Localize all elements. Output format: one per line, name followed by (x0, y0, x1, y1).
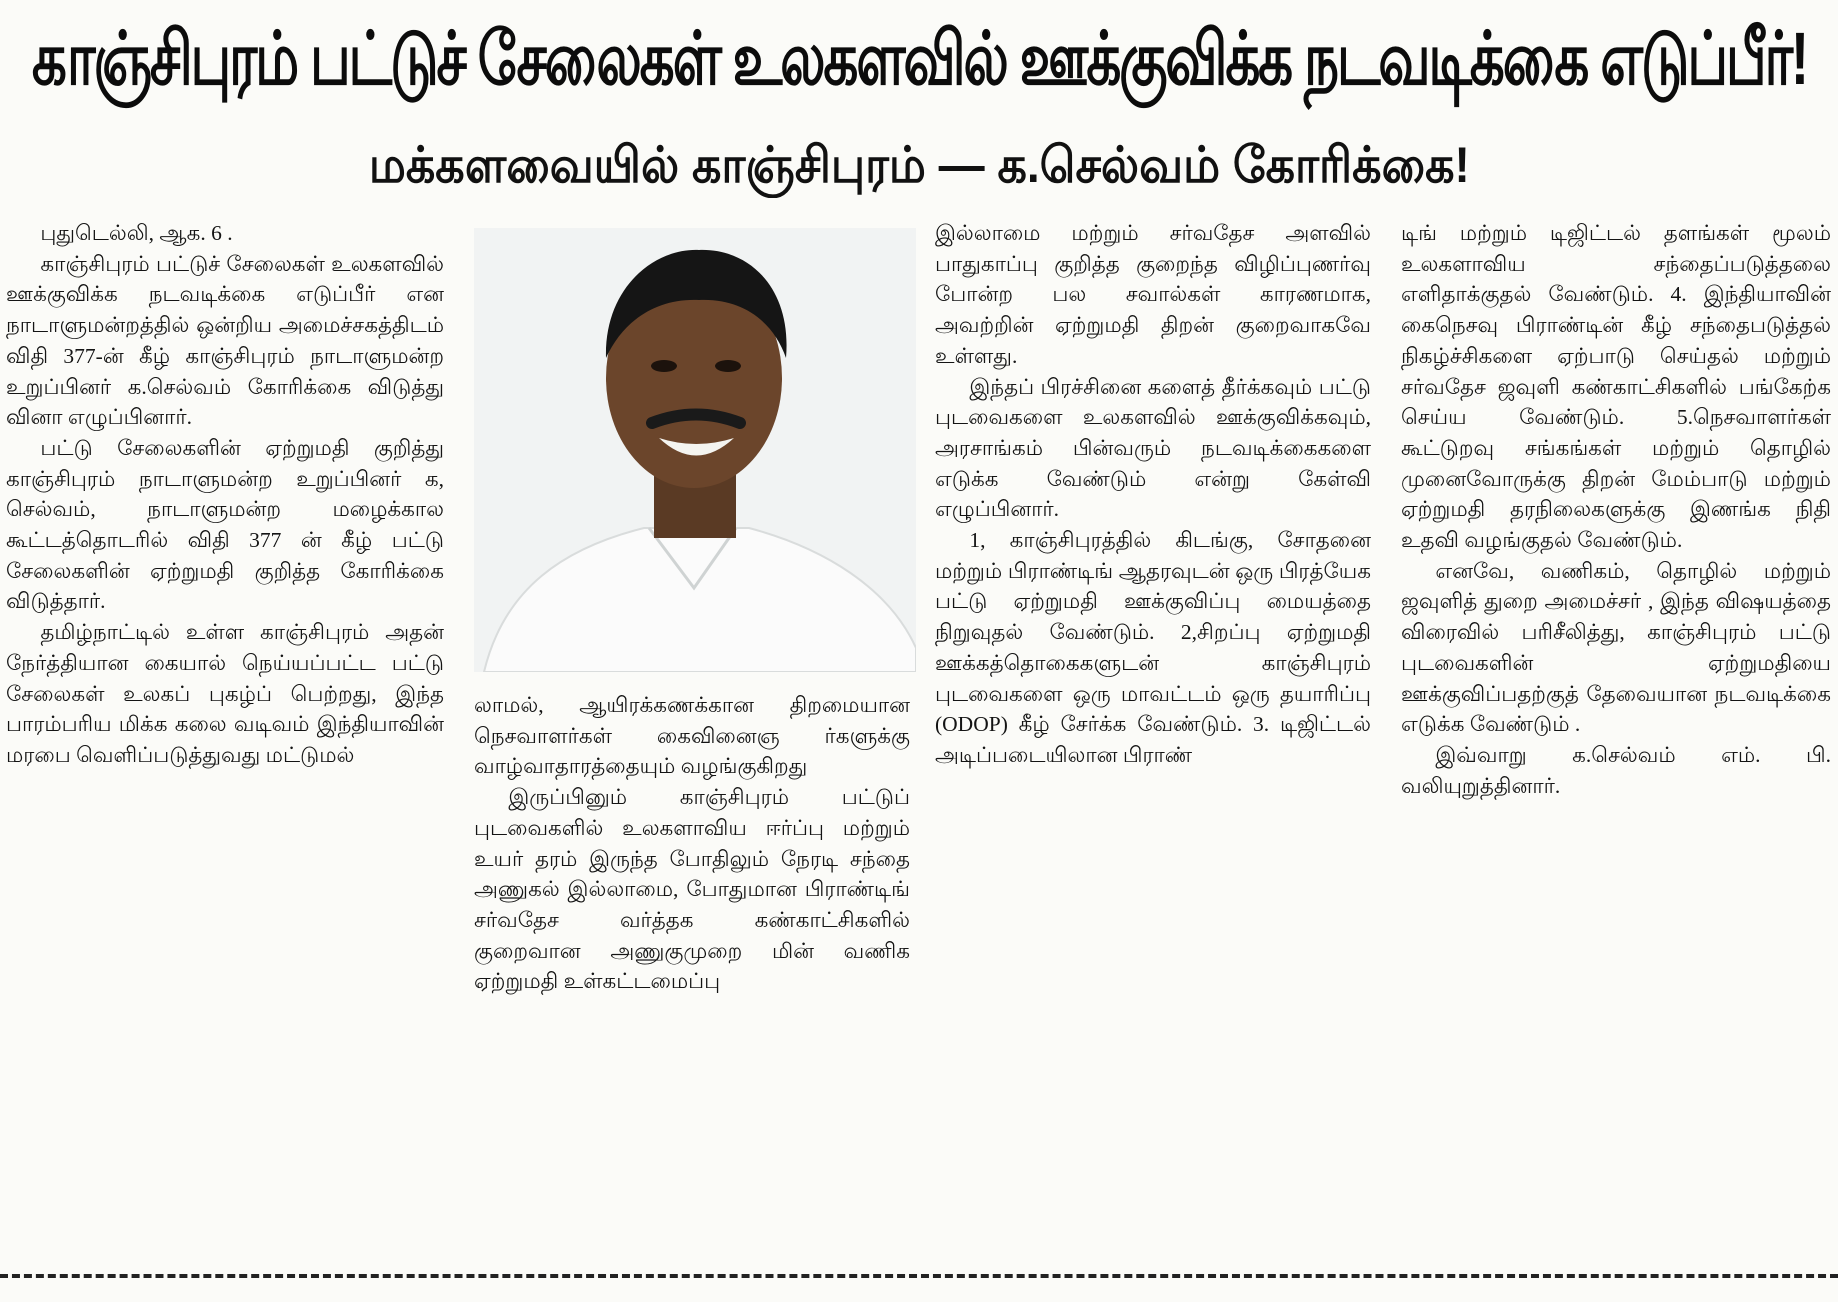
paragraph: இவ்வாறு க.செல்வம் எம். பி. வலியுறுத்தினார். (1401, 742, 1831, 798)
column-3 (935, 218, 1371, 771)
subheadline-text: மக்களவையில் காஞ்சிபுரம் — க.செல்வம் கோரிக்கை! (368, 136, 1470, 193)
column-2 (474, 690, 910, 997)
paragraph: 1, காஞ்சிபுரத்தில் கிடங்கு, சோதனை மற்றும் பிராண்டிங் ஆதரவுடன் ஒரு பிரத்யேக பட்டு ஏற்றுமதி ஊக்குவிப்பு மையத்தை நிறுவுதல் வேண்டும். 2,சிறப்பு ஏற்றுமதி ஊக்கத்தொகைகளுடன் காஞ்சிபுரம் புடவைகளை ஒரு மாவட்டம் ஒரு தயாரிப்பு (ODOP) கீழ் சேர்க்க வேண்டும். 3. டிஜிட்டல் அடிப்படையிலான பிராண் (935, 528, 1371, 767)
dateline: புதுடெல்லி, ஆக. 6 . (40, 221, 233, 245)
column-4 (1401, 218, 1831, 801)
paragraph: இந்தப் பிரச்சினை களைத் தீர்க்கவும் பட்டு புடவைகளை உலகளவில் ஊக்குவிக்கவும், அரசாங்கம் பின்வரும் நடவடிக்கைகளை எடுக்க வேண்டும் என்று கேள்வி எழுப்பினார். (935, 374, 1371, 522)
paragraph: இல்லாமை மற்றும் சர்வதேச அளவில் பாதுகாப்பு குறித்த குறைந்த விழிப்புணர்வு போன்ற பல சவால்கள் காரணமாக, அவற்றின் ஏற்றுமதி திறன் குறைவாகவே உள்ளது. (935, 221, 1371, 368)
paragraph: பட்டு சேலைகளின் ஏற்றுமதி குறித்து காஞ்சிபுரம் நாடாளுமன்ற உறுப்பினர் க, செல்வம், நாடாளுமன்ற மழைக்கால கூட்டத்தொடரில் விதி 377 ன் கீழ் பட்டு சேலைகளின் ஏற்றுமதி குறித்த கோரிக்கை விடுத்தார். (6, 435, 444, 614)
headline-text: காஞ்சிபுரம் பட்டுச் சேலைகள் உலகளவில் ஊக்குவிக்க நடவடிக்கை எடுப்பீர்! (31, 17, 1807, 100)
paragraph: தமிழ்நாட்டில் உள்ள காஞ்சிபுரம் அதன் நேர்த்தியான கையால் நெய்யப்பட்ட பட்டு சேலைகள் உலகப் புகழ்ப் பெற்றது, இந்த பாரம்பரிய மிக்க கலை வடிவம் இந்தியாவின் மரபை வெளிப்படுத்துவது மட்டுமல் (6, 620, 444, 767)
paragraph: இருப்பினும் காஞ்சிபுரம் பட்டுப் புடவைகளில் உலகளாவிய ஈர்ப்பு மற்றும் உயர் தரம் இருந்த போதிலும் நேரடி சந்தை அணுகல் இல்லாமை, போதுமான பிராண்டிங் சர்வதேச வர்த்தக கண்காட்சிகளில் குறைவான அணுகுமுறை மின் வணிக ஏற்றுமதி உள்கட்டமைப்பு (474, 785, 910, 994)
portrait-photo (474, 228, 916, 672)
bottom-divider (0, 1274, 1838, 1278)
paragraph: எனவே, வணிகம், தொழில் மற்றும் ஜவுளித் துறை அமைச்சர் , இந்த விஷயத்தை விரைவில் பரிசீலித்து, காஞ்சிபுரம் பட்டு புடவைகளின் ஏற்றுமதியை ஊக்குவிப்பதற்குத் தேவையான நடவடிக்கை எடுக்க வேண்டும் . (1401, 558, 1831, 737)
paragraph: டிங் மற்றும் டிஜிட்டல் தளங்கள் மூலம் உலகளாவிய சந்தைப்படுத்தலை எளிதாக்குதல் வேண்டும். 4. இந்தியாவின் கைநெசவு பிராண்டின் கீழ் சந்தைபடுத்தல் நிகழ்ச்சிகளை ஏற்பாடு செய்தல் மற்றும் சர்வதேச ஜவுளி கண்காட்சிகளில் பங்கேற்க செய்ய வேண்டும். 5.நெசவாளர்கள் கூட்டுறவு சங்கங்கள் மற்றும் தொழில் முனைவோருக்கு திறன் மேம்பாடு மற்றும் ஏற்றுமதி தரநிலைகளுக்கு இணங்க நிதி உதவி வழங்குதல் வேண்டும். (1401, 221, 1831, 553)
headline (0, 0, 1838, 118)
paragraph: காஞ்சிபுரம் பட்டுச் சேலைகள் உலகளவில் ஊக்குவிக்க நடவடிக்கை எடுப்பீர் என நாடாளுமன்றத்தில் ஒன்றிய அமைச்சகத்திடம் விதி 377-ன் கீழ் காஞ்சிபுரம் நாடாளுமன்ற உறுப்பினர் க.செல்வம் கோரிக்கை விடுத்து வினா எழுப்பினார். (6, 251, 444, 430)
subheadline (0, 128, 1838, 208)
column-1 (6, 218, 444, 771)
paragraph: லாமல், ஆயிரக்கணக்கான திறமையான நெசவாளர்கள் கைவினைஞ ர்களுக்கு வாழ்வாதாரத்தையும் வழங்குகிறது (474, 693, 910, 779)
portrait-illustration (474, 228, 916, 672)
